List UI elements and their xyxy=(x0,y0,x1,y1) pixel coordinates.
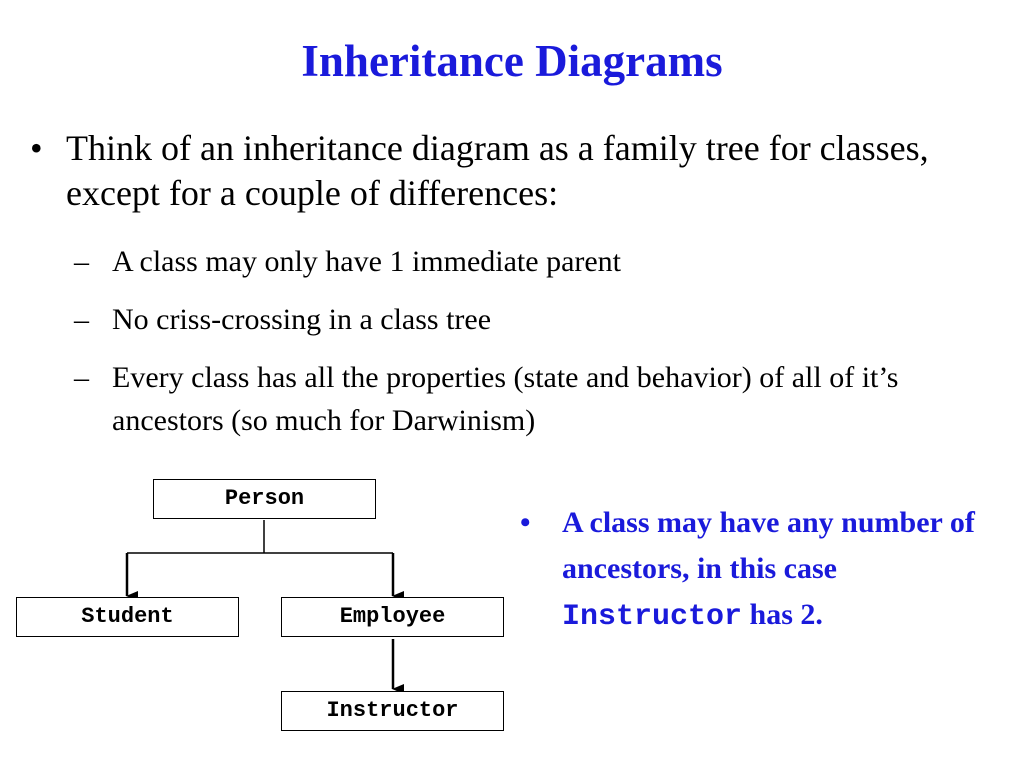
bullet-dot: • xyxy=(30,128,43,168)
sub-bullet-text: A class may only have 1 immediate parent xyxy=(112,245,622,278)
class-node-person: Person xyxy=(153,479,376,519)
bullet-dash: – xyxy=(74,303,89,336)
side-bullet-text xyxy=(562,500,990,640)
class-node-student: Student xyxy=(16,597,239,637)
slide-title: Inheritance Diagrams xyxy=(301,36,723,86)
class-node-employee: Employee xyxy=(281,597,504,637)
bullet-dash: – xyxy=(74,245,89,278)
main-bullet-text: Think of an inheritance diagram as a family tree for classes, except for a couple of differences: xyxy=(66,128,929,213)
sub-bullet-text: Every class has all the properties (state and behavior) of all of it’s ancestors (so much for Darwinism) xyxy=(112,361,899,437)
side-bullet-text-after: has 2. xyxy=(742,598,823,631)
bullet-dash: – xyxy=(74,361,89,394)
sub-bullet-text: No criss-crossing in a class tree xyxy=(112,303,492,336)
code-instructor: Instructor xyxy=(562,600,743,634)
side-bullet-text-before: A class may have any number of ancestors, in this case xyxy=(562,506,975,585)
side-bullet xyxy=(520,500,990,640)
class-node-instructor: Instructor xyxy=(281,691,504,731)
bullet-dot: • xyxy=(520,506,531,539)
